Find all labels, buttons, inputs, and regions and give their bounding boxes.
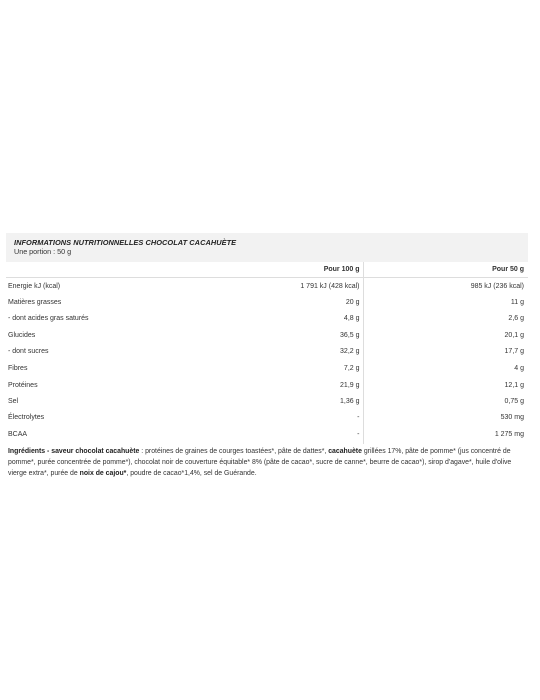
table-row <box>6 410 528 426</box>
value-per-50g: 1 275 mg <box>494 431 524 438</box>
value-per-50g: 12,1 g <box>504 381 524 389</box>
value-per-50g: 4 g <box>514 364 524 372</box>
value-per-50g: 0,75 g <box>504 398 524 405</box>
ingredients-label: Ingrédients - saveur chocolat cacahuète <box>8 447 140 455</box>
nutrient-name: Energie kJ (kcal) <box>8 282 61 290</box>
ingredients-bold-cashew: noix de cajou* <box>79 470 127 478</box>
value-per-100g: 21,9 g <box>186 377 363 394</box>
value-per-100g: 32,2 g <box>186 344 363 360</box>
value-per-100g: 4,8 g <box>186 311 363 327</box>
value-per-50g: 985 kJ (236 kcal) <box>470 282 524 290</box>
value-per-100g: - <box>186 426 363 444</box>
table-row <box>6 377 528 394</box>
value-per-50g: 17,7 g <box>504 348 524 355</box>
value-per-100g: 36,5 g <box>186 327 363 344</box>
nutrition-title: INFORMATIONS NUTRITIONNELLES CHOCOLAT CACAHUÈTE <box>14 238 237 247</box>
table-row <box>6 278 528 295</box>
value-per-50g: 11 g <box>510 299 524 306</box>
value-per-100g: 20 g <box>186 295 363 311</box>
nutrition-table-header <box>6 262 528 278</box>
value-per-100g: 1 791 kJ (428 kcal) <box>186 278 363 295</box>
table-row <box>6 295 528 311</box>
table-row <box>6 426 528 444</box>
nutrient-name: Électrolytes <box>8 414 45 421</box>
column-header-nutrient <box>6 262 186 278</box>
nutrition-header <box>6 233 528 262</box>
value-per-100g: 1,36 g <box>186 394 363 410</box>
column-header-per-50g: Pour 50 g <box>363 262 528 278</box>
nutrient-name: - dont sucres <box>8 348 49 355</box>
value-per-50g: 530 mg <box>500 414 524 421</box>
ingredients-text-1: : protéines de graines de courges toastées*, pâte de dattes*, <box>139 447 329 455</box>
nutrient-name: Protéines <box>8 381 38 389</box>
nutrient-name: Glucides <box>8 331 36 339</box>
value-per-50g: 2,6 g <box>508 315 524 322</box>
ingredients-text-2: grillées 17%, pâte de pomme* (jus concentré de pomme*, purée concentrée de pomme*), chocolat noir de couverture équitable* 8% (pâte de cacao*, sucre de canne*, beurre de cacao*), sirop d'agave*, huile d'olive vierge extra*, purée de <box>8 447 512 478</box>
column-header-per-100g: Pour 100 g <box>186 262 363 278</box>
nutrient-name: - dont acides gras saturés <box>8 315 89 322</box>
table-row <box>6 311 528 327</box>
table-row <box>6 327 528 344</box>
value-per-100g: 7,2 g <box>186 360 363 377</box>
ingredients-text-3: , poudre de cacao*1,4%, sel de Guérande. <box>126 470 257 478</box>
nutrition-table <box>6 262 528 444</box>
nutrition-table-body <box>6 278 528 444</box>
nutrient-name: Matières grasses <box>8 299 62 306</box>
nutrient-name: Fibres <box>8 364 28 372</box>
ingredients-bold-peanut: cacahuète <box>328 447 362 455</box>
nutrient-name: Sel <box>8 398 19 405</box>
portion-size: Une portion : 50 g <box>14 247 72 256</box>
value-per-50g: 20,1 g <box>504 331 524 339</box>
nutrition-panel <box>6 233 528 479</box>
table-row <box>6 394 528 410</box>
value-per-100g: - <box>186 410 363 426</box>
ingredients-paragraph <box>6 444 528 480</box>
table-row <box>6 344 528 360</box>
table-row <box>6 360 528 377</box>
nutrient-name: BCAA <box>8 431 28 438</box>
